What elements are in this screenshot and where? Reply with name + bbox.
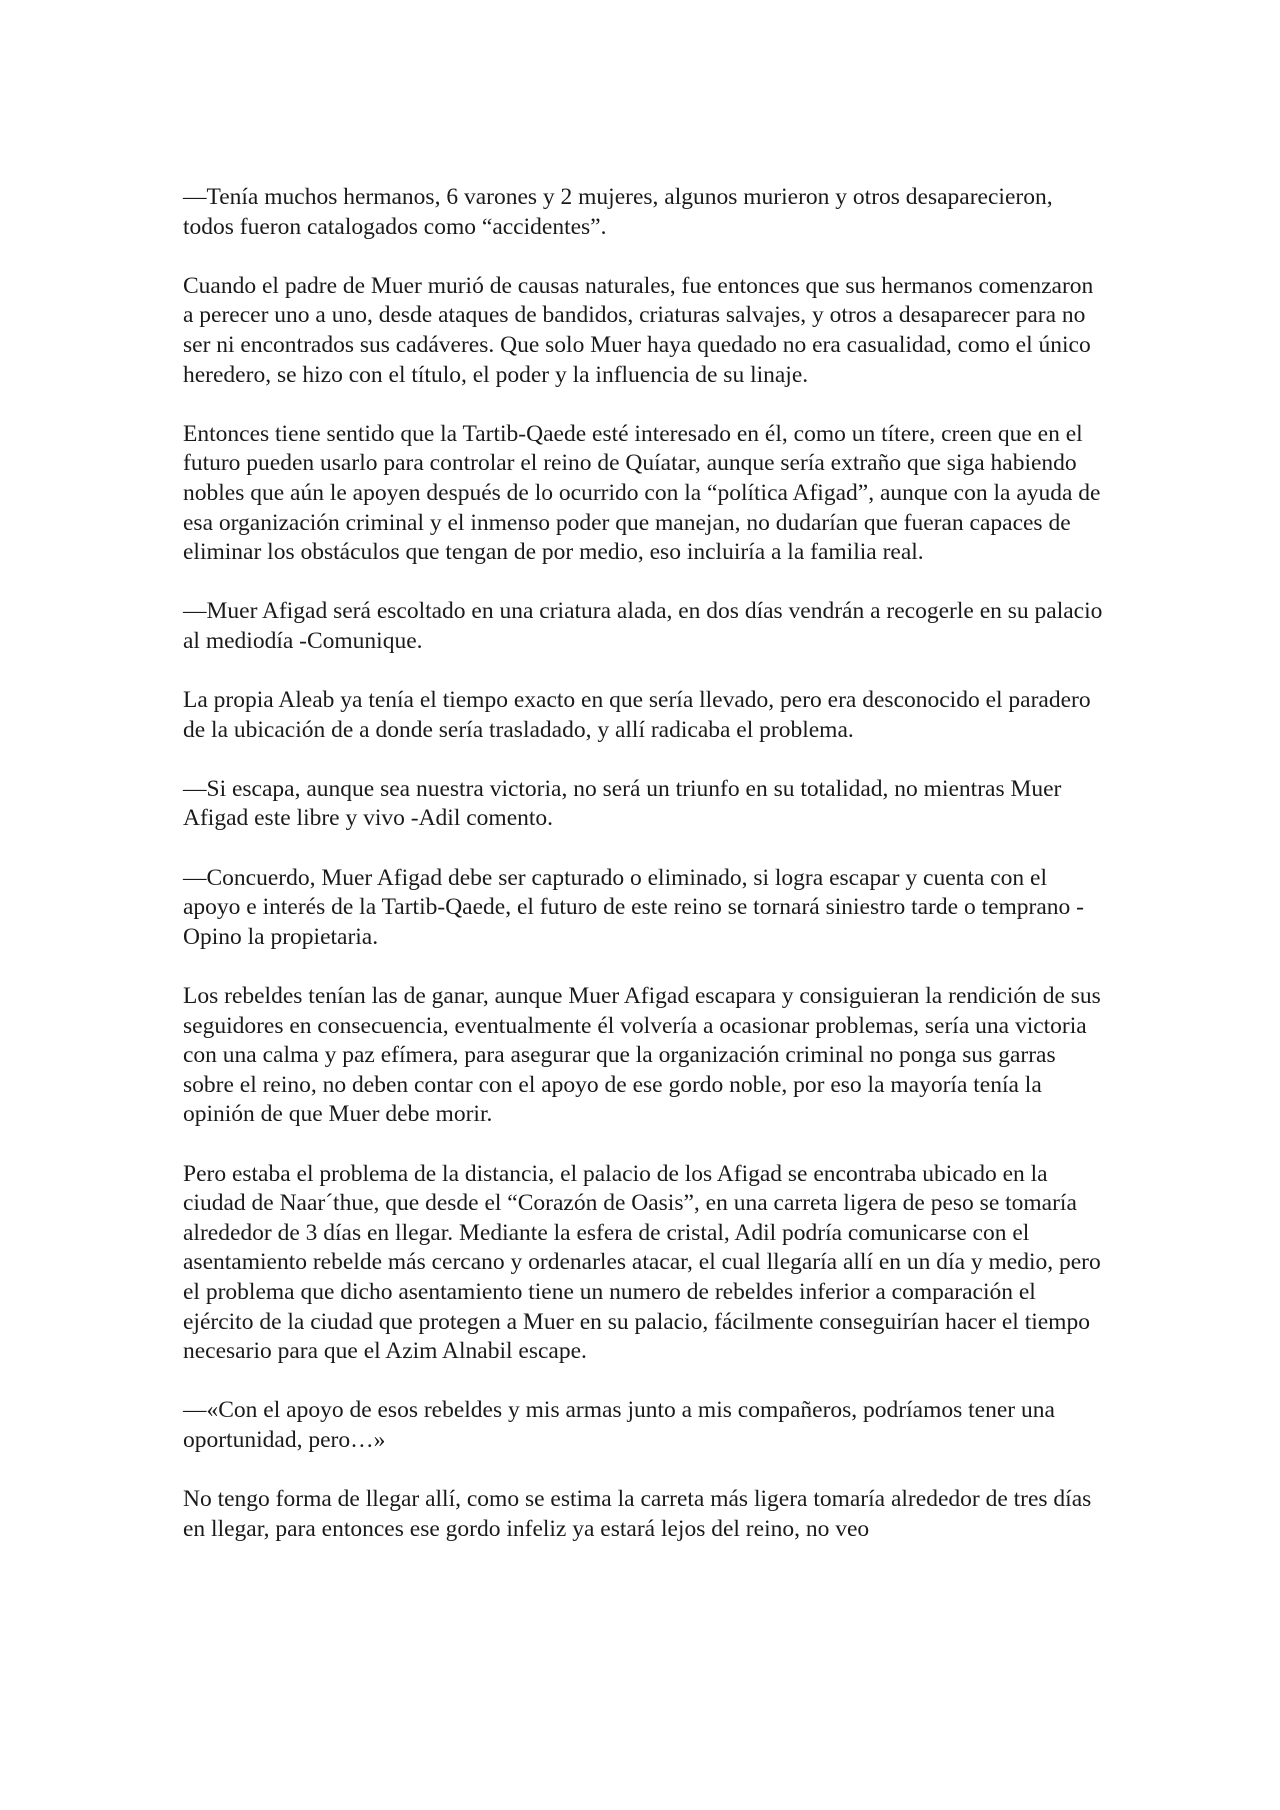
paragraph-2: Cuando el padre de Muer murió de causas naturales, fue entonces que sus hermanos comenzaron a perecer uno a uno, desde ataques de bandidos, criaturas salvajes, y otros a desaparecer para no ser ni encontrados sus cadáveres. Que solo Muer haya quedado no era casualidad, como el único heredero, se hizo con el título, el poder y la influencia de su linaje. [183,272,1094,388]
paragraph-3: Entonces tiene sentido que la Tartib-Qaede esté interesado en él, como un títere, creen que en el futuro pueden usarlo para controlar el reino de Quíatar, aunque sería extraño que siga habiendo nobles que aún le apoyen después de lo ocurrido con la “política Afigad”, aunque con la ayuda de esa organización criminal y el inmenso poder que manejan, no dudarían que fueran capaces de eliminar los obstáculos que tengan de por medio, eso incluiría a la familia real. [183,420,1101,566]
paragraph-6: —Si escapa, aunque sea nuestra victoria, no será un triunfo en su totalidad, no mientras Muer Afigad este libre y vivo -Adil comento. [183,775,1062,832]
paragraph-8: Los rebeldes tenían las de ganar, aunque Muer Afigad escapara y consiguieran la rendición de sus seguidores en consecuencia, eventualmente él volvería a ocasionar problemas, sería una victoria con una calma y paz efímera, para asegurar que la organización criminal no ponga sus garras sobre el reino, no deben contar con el apoyo de ese gordo noble, por eso la mayoría tenía la opinión de que Muer debe morir. [183,983,1101,1128]
paragraph-11: No tengo forma de llegar allí, como se estima la carreta más ligera tomaría alrededor de tres días en llegar, para entonces ese gordo infeliz ya estará lejos del reino, no veo [183,1486,1092,1542]
paragraph-4: —Muer Afigad será escoltado en una criatura alada, en dos días vendrán a recogerle en su palacio al mediodía -Comunique. [183,598,1103,654]
paragraph-5: La propia Aleab ya tenía el tiempo exacto en que sería llevado, pero era desconocido el paradero de la ubicación de a donde sería trasladado, y allí radicaba el problema. [183,687,1091,743]
paragraph-1: —Tenía muchos hermanos, 6 varones y 2 mujeres, algunos murieron y otros desaparecieron, todos fueron catalogados como “accidentes”. [183,184,1053,240]
paragraph-9: Pero estaba el problema de la distancia, el palacio de los Afigad se encontraba ubicado en la ciudad de Naar´thue, que desde el “Corazón de Oasis”, en una carreta ligera de peso se tomaría alrededor de 3 días en llegar. Mediante la esfera de cristal, Adil podría comunicarse con el asentamiento rebelde más cercano y ordenarles atacar, el cual llegaría allí en un día y medio, pero el problema que dicho asentamiento tiene un numero de rebeldes inferior a comparación el ejército de la ciudad que protegen a Muer en su palacio, fácilmente conseguirían hacer el tiempo necesario para que el Azim Alnabil escape. [183,1160,1101,1365]
paragraph-10: —«Con el apoyo de esos rebeldes y mis armas junto a mis compañeros, podríamos tener una oportunidad, pero…» [183,1397,1055,1453]
document-page [183,183,1103,1544]
paragraph-7: —Concuerdo, Muer Afigad debe ser capturado o eliminado, si logra escapar y cuenta con el apoyo e interés de la Tartib-Qaede, el futuro de este reino se tornará siniestro tarde o temprano -Opino la propietaria. [183,864,1085,950]
